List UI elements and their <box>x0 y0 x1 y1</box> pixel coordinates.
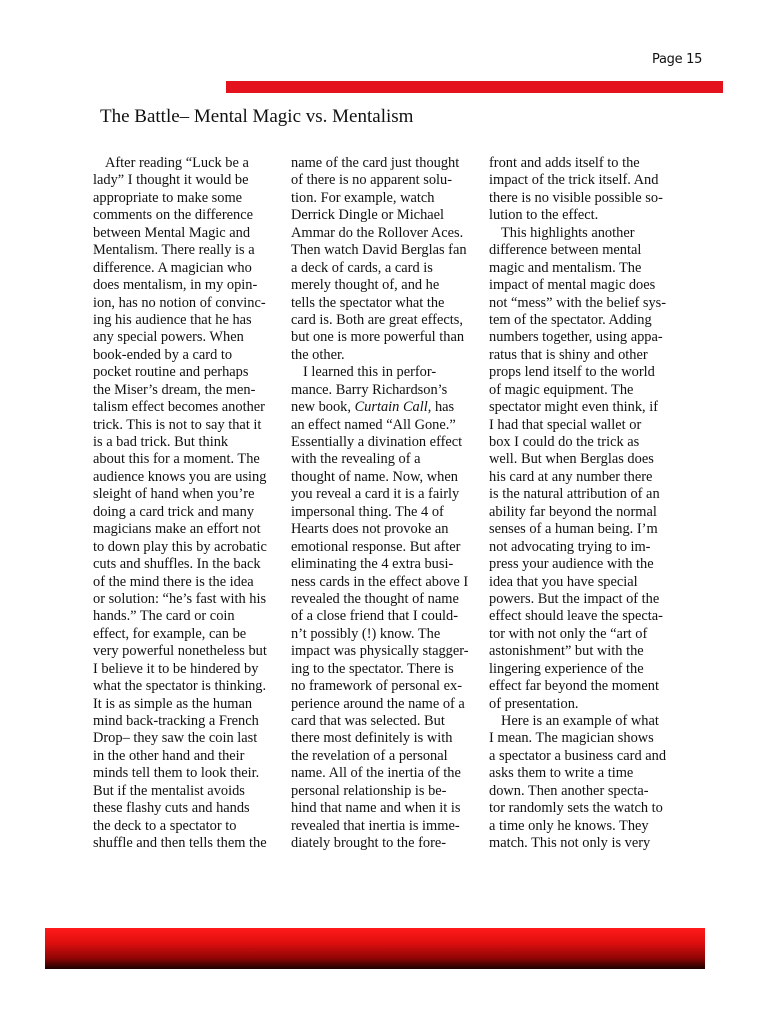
text-line: appropriate to make some <box>93 189 243 206</box>
text-line: doing a card trick and many <box>93 503 255 520</box>
text-line: front and adds itself to the <box>489 155 640 171</box>
text-line: tor randomly sets the watch to <box>489 800 663 817</box>
text-line: emotional response. But after <box>291 538 461 555</box>
text-line: asks them to write a time <box>489 765 634 782</box>
text-line: idea that you have special <box>489 573 638 590</box>
text-column-2 <box>291 155 481 853</box>
text-line: to down play this by acrobatic <box>93 538 267 555</box>
text-line: talism effect becomes another <box>93 399 265 416</box>
text-line: the revelation of a personal <box>291 747 448 764</box>
text-line: no framework of personal ex- <box>291 678 463 695</box>
text-line: lution to the effect. <box>489 207 599 224</box>
text-line: magicians make an effort not <box>93 521 261 538</box>
text-line: of a close friend that I could- <box>291 608 459 625</box>
text-line: ing his audience that he has <box>93 311 252 328</box>
text-line: impact of the trick itself. And <box>489 172 659 189</box>
text-line: the other. <box>291 346 345 363</box>
text-line: an effect named “All Gone.” <box>291 416 456 433</box>
text-line: but one is more powerful than <box>291 329 465 346</box>
text-line: I had that special wallet or <box>489 416 642 433</box>
text-line: astonishment” but with the <box>489 643 644 660</box>
text-line: impact was physically stagger- <box>291 643 469 660</box>
text-column-3 <box>489 155 679 853</box>
text-line: I believe it to be hindered by <box>93 660 259 677</box>
text-line: a deck of cards, a card is <box>291 259 433 276</box>
text-line: the deck to a spectator to <box>93 817 237 834</box>
text-line: tor with not only the “art of <box>489 625 648 642</box>
text-line: mance. Barry Richardson’s <box>291 381 448 398</box>
text-line: tion. For example, watch <box>291 189 435 206</box>
text-line: book-ended by a card to <box>93 346 233 363</box>
text-line: After reading “Luck be a <box>105 155 249 171</box>
text-line: props lend itself to the world <box>489 364 655 381</box>
text-line: eliminating the 4 extra busi- <box>291 556 454 573</box>
text-line: magic and mentalism. The <box>489 259 642 276</box>
text-line: effect should leave the specta- <box>489 608 663 625</box>
text-line: not advocating trying to im- <box>489 538 651 555</box>
text-line: impersonal thing. The 4 of <box>291 503 444 520</box>
text-line: card that was selected. But <box>291 713 445 729</box>
text-line: revealed that inertia is imme- <box>291 817 460 834</box>
text-line: is a bad trick. But think <box>93 434 229 450</box>
text-line: It is as simple as the human <box>93 695 253 712</box>
text-line: of the mind there is the idea <box>93 573 254 590</box>
text-line: personal relationship is be- <box>291 782 447 799</box>
header-red-bar <box>226 81 723 93</box>
text-line: ing to the spectator. There is <box>291 660 454 677</box>
text-line: tem of the spectator. Adding <box>489 311 652 328</box>
text-line: I mean. The magician shows <box>489 730 654 747</box>
footer-gradient-bar <box>45 928 705 969</box>
article-title: The Battle– Mental Magic vs. Mentalism <box>100 106 414 127</box>
text-line: press your audience with the <box>489 556 654 573</box>
text-line: revealed the thought of name <box>291 590 459 607</box>
text-line: a spectator a business card and <box>489 747 667 764</box>
text-line: not “mess” with the belief sys- <box>489 294 667 311</box>
text-line: effect, for example, can be <box>93 625 247 642</box>
text-line: Then watch David Berglas fan <box>291 242 467 259</box>
text-line: comments on the difference <box>93 207 253 224</box>
text-line: spectator might even think, if <box>489 399 659 416</box>
text-line: ability far beyond the normal <box>489 503 657 520</box>
text-line: difference. A magician who <box>93 259 252 276</box>
text-line: audience knows you are using <box>93 468 267 485</box>
page-number: Page 15 <box>652 52 703 67</box>
text-line: name. All of the inertia of the <box>291 765 461 782</box>
text-line: a time only he knows. They <box>489 817 649 834</box>
text-line: is the natural attribution of an <box>489 486 660 503</box>
text-line: I learned this in perfor- <box>303 364 437 381</box>
text-line: down. Then another specta- <box>489 782 649 799</box>
text-line: lady” I thought it would be <box>93 172 249 189</box>
text-line: or solution: “he’s fast with his <box>93 590 267 607</box>
text-line: Essentially a divination effect <box>291 434 463 450</box>
text-line: hands.” The card or coin <box>93 608 235 625</box>
text-line: there most definitely is with <box>291 730 453 747</box>
text-line: hind that name and when it is <box>291 800 461 817</box>
text-line: cuts and shuffles. In the back <box>93 556 261 573</box>
text-line: well. But when Berglas does <box>489 451 654 468</box>
text-line: Ammar do the Rollover Aces. <box>291 224 464 241</box>
text-line: perience around the name of a <box>291 695 465 712</box>
book-title: Curtain Call, <box>354 399 432 416</box>
text-line: new book, Curtain Call, has <box>291 399 455 416</box>
text-line: box I could do the trick as <box>489 434 640 450</box>
text-line: Mentalism. There really is a <box>93 242 255 259</box>
text-line: minds tell them to look their. <box>93 765 260 782</box>
text-line: Drop– they saw the coin last <box>93 730 258 747</box>
text-line: tells the spectator what the <box>291 294 445 311</box>
text-line: with the revealing of a <box>291 451 421 468</box>
text-line: pocket routine and perhaps <box>93 364 249 381</box>
text-line: ion, has no notion of convinc- <box>93 294 266 311</box>
text-line: effect far beyond the moment <box>489 678 659 695</box>
text-line: name of the card just thought <box>291 155 460 171</box>
text-line: trick. This is not to say that it <box>93 416 262 433</box>
text-line: very powerful nonetheless but <box>93 643 267 660</box>
text-line: Hearts does not provoke an <box>291 521 449 538</box>
text-line: any special powers. When <box>93 329 244 346</box>
text-line: there is no visible possible so- <box>489 189 663 206</box>
text-line: of presentation. <box>489 695 579 712</box>
text-line: lingering experience of the <box>489 660 644 677</box>
text-line: about this for a moment. The <box>93 451 260 468</box>
text-line: of there is no apparent solu- <box>291 172 453 189</box>
text-line: impact of mental magic does <box>489 277 656 294</box>
text-line: But if the mentalist avoids <box>93 782 245 799</box>
text-line: what the spectator is thinking. <box>93 678 267 695</box>
text-line: difference between mental <box>489 242 642 259</box>
text-line: This highlights another <box>501 224 635 241</box>
text-line: of magic equipment. The <box>489 381 634 398</box>
text-line: shuffle and then tells them the <box>93 835 267 852</box>
text-line: Here is an example of what <box>501 713 659 729</box>
text-line: mind back-tracking a French <box>93 713 259 729</box>
text-line: thought of name. Now, when <box>291 468 458 485</box>
text-line: merely thought of, and he <box>291 277 440 294</box>
text-line: powers. But the impact of the <box>489 590 660 607</box>
text-line: ness cards in the effect above I <box>291 573 469 590</box>
text-line: between Mental Magic and <box>93 224 251 241</box>
text-line: ratus that is shiny and other <box>489 346 648 363</box>
text-line: n’t possibly (!) know. The <box>291 625 441 642</box>
text-line: the Miser’s dream, the men- <box>93 381 256 398</box>
text-line: numbers together, using appa- <box>489 329 663 346</box>
text-line: in the other hand and their <box>93 747 245 764</box>
text-line: sleight of hand when you’re <box>93 486 255 503</box>
text-line: does mentalism, in my opin- <box>93 277 258 294</box>
text-line: card is. Both are great effects, <box>291 311 463 328</box>
text-line: Derrick Dingle or Michael <box>291 207 445 224</box>
text-line: these flashy cuts and hands <box>93 800 250 817</box>
text-line: diately brought to the fore- <box>291 835 447 852</box>
text-column-1 <box>93 155 283 853</box>
text-line: his card at any number there <box>489 468 653 485</box>
text-line: senses of a human being. I’m <box>489 521 658 538</box>
text-line: match. This not only is very <box>489 835 651 852</box>
text-line: you reveal a card it is a fairly <box>291 486 460 503</box>
